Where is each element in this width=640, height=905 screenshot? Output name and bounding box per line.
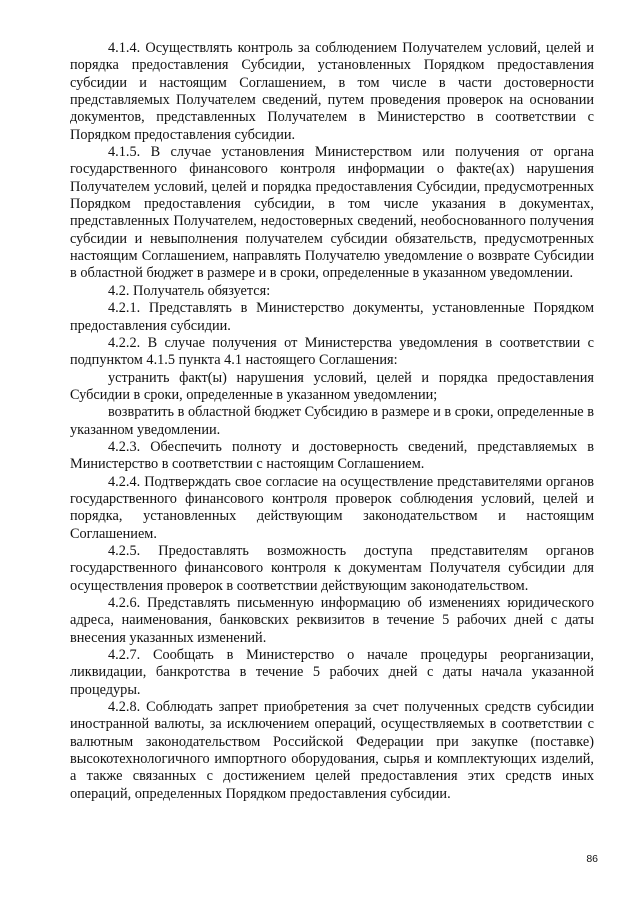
clause-4-2-8: 4.2.8. Соблюдать запрет приобретения за счет полученных средств субсидии иностранной валюты, за исключением операций, осуществляемых в соответствии с валютным законодательством Российской Федерации при закупке (поставке) высокотехнологичного импортного оборудования, сырья и комплектующих изделий, а также связанных с достижением целей предоставления этих средств иных операций, определенных Порядком предоставления субсидии. — [70, 699, 594, 802]
clause-4-1-5: 4.1.5. В случае установления Министерством или получения от органа государственного финансового контроля информации о факте(ах) нарушения Получателем условий, целей и порядка предоставления Субсидии, предусмотренных Порядком предоставления субсидии, в том числе указания в документах, представленных Получателем, недостоверных сведений, необоснованного получения субсидии и невыполнения получателем субсидии обязательств, предусмотренных настоящим Соглашением, направлять Получателю уведомление о возврате Субсидии в областной бюджет в размере и в сроки, определенные в указанном уведомлении. — [70, 144, 594, 282]
clause-4-2-2-item-2: возвратить в областной бюджет Субсидию в размере и в сроки, определенные в указанном уведомлении. — [70, 404, 594, 438]
clause-4-2-2-item-1: устранить факт(ы) нарушения условий, целей и порядка предоставления Субсидии в сроки, определенные в указанном уведомлении; — [70, 369, 594, 403]
clause-4-2-7: 4.2.7. Сообщать в Министерство о начале процедуры реорганизации, ликвидации, банкротства в течение 5 рабочих дней с даты начала указанной процедуры. — [70, 647, 594, 698]
document-body — [70, 40, 594, 803]
clause-4-2-5: 4.2.5. Предоставлять возможность доступа представителям органов государственного финансового контроля к документам Получателя субсидии для осуществления проверок в соответствии действующим законодательством. — [70, 542, 594, 594]
clause-4-2: 4.2. Получатель обязуется: — [108, 282, 271, 299]
clause-4-2-2: 4.2.2. В случае получения от Министерства уведомления в соответствии с подпунктом 4.1.5 пункта 4.1 настоящего Соглашения: — [70, 334, 594, 369]
clause-4-2-1: 4.2.1. Представлять в Министерство документы, установленные Порядком предоставления субсидии. — [70, 300, 594, 334]
clause-4-2-6: 4.2.6. Представлять письменную информацию об изменениях юридического адреса, наименования, банковских реквизитов в течение 5 рабочих дней с даты внесения указанных изменений. — [70, 595, 594, 646]
clause-4-2-4: 4.2.4. Подтверждать свое согласие на осуществление представителями органов государственного финансового контроля проверок соблюдения условий, целей и порядка, установленных действующим законодательством и настоящим Соглашением. — [70, 473, 594, 542]
page-number: 86 — [586, 853, 598, 865]
clause-4-1-4: 4.1.4. Осуществлять контроль за соблюдением Получателем условий, целей и порядка предоставления Субсидии, установленных Порядком предоставления субсидии и настоящим Соглашением, в том числе в части достоверности представляемых Получателем сведений, путем проведения проверок на основании документов, представленных Получателем в Министерство в соответствии с Порядком предоставления субсидии. — [70, 40, 594, 143]
clause-4-2-3: 4.2.3. Обеспечить полноту и достоверность сведений, представляемых в Министерство в соответствии с настоящим Соглашением. — [70, 438, 594, 473]
